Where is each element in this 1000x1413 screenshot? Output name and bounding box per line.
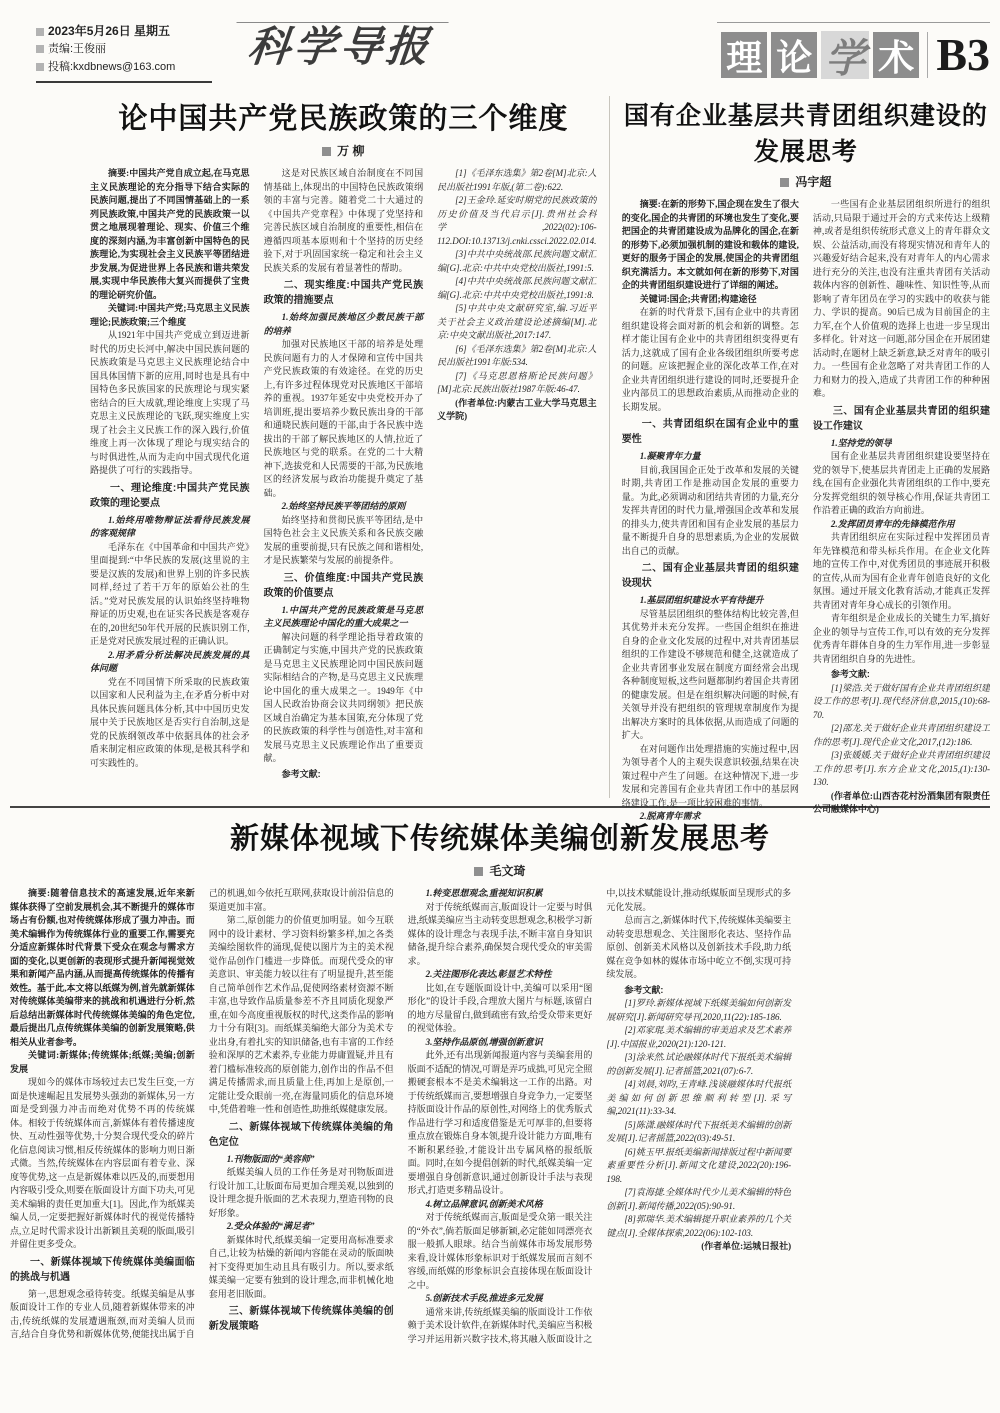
paragraph-p: 此外,还有出现新闻报道内容与美编套用的版面不适配的情况,可谓是弄巧成拙,可见完全照搬硬套根本不是美术编辑这一工作的出路。对于传统纸媒而言,要想增强自身竞争力,一定要坚持版面设计作品的原创性,对网络上的优秀版式作品进行学习和适度借鉴是无可厚非的,但要将重点放在锻炼自身本领,提升设计能力方面,唯有不断积累经验,才能设计出专属风格的报纸版面。同时,在如今提倡创新的时代,纸媒美编一定要增强自身创新意识,通过创新设计手法与表现形式,打造更多精品设计。 xyxy=(407,1050,593,1195)
paragraph-h1: 三、国有企业基层共青团的组织建设工作建议 xyxy=(812,405,990,432)
paragraph-p: 加强对民族地区干部的培养是处理民族问题有力的人才保障和宣传中国共产党民族政策的有效途径。在党的历史上,有许多过程体现党对民族地区干部培养的重视。1937年延安中央党校开办了培训班,提出要培养少数民族出身的干部和通晓民族问题的干部,由于各民族中选拔出的干部了解民族地区的人情,拉近了民族地区与党的联系。在党的二十大精神下,选拔党和人民需要的干部,为民族地区的经济发展与政治功能提升奠定了基础。 xyxy=(263,339,424,498)
paragraph-p: 在对问题作出处理措施的实施过程中,因为领导者个人的主观失误意识较强,结果在决策过程中产生了问题。在这种情况下,进一步发展和完善国有企业共青团工作中的基层网络建设工作,是一项比较困难的事情。 xyxy=(621,743,799,808)
article-title: 国有企业基层共青团组织建设的发展思考 xyxy=(623,102,988,166)
paragraph-p: 始终坚持和贯彻民族平等团结,是中国特色社会主义民族关系和各民族交融发展的重要前提,只有民族之间和谐相处,才是民族繁荣与发展的前提条件。 xyxy=(263,514,424,565)
paragraph-ref: [8]郭瑞华.美术编辑提升职业素养的几个关键点[J].全媒体探索,2022(06):102-103. xyxy=(606,1214,792,1238)
paragraph-ref: [2]王金玲.延安时期党的民族政策的历史价值及当代启示[J].贵州社会科学,2022(02):106-112.DOI:10.13713/j.cnki.cssci.2022.02.014. xyxy=(437,195,597,246)
paragraph-ref: [6]姚玉甲.报纸美编新闻排版过程中新闻要素重要性分析[J].新闻文化建设,2022(20):196-198. xyxy=(606,1146,792,1184)
paragraph-ref: [5]陈潇.融媒体时代下报纸美术编辑的创新发展[J].记者摇篮,2022(03):49-51. xyxy=(606,1119,792,1143)
bullet-square-icon xyxy=(36,45,44,53)
paragraph-h1: 二、国有企业基层共青团的组织建设现状 xyxy=(621,563,799,589)
paragraph-h2: 2.发挥团员青年的先锋模范作用 xyxy=(830,518,955,529)
paragraph-p: 现如今的媒体市场较过去已发生巨变,一方面是快速崛起且发展势头强劲的新媒体,另一方面是受到强力冲击而绝对优势不再的传统媒体。相较于传统媒体而言,新媒体有着传播速度快、互动性强等优势,十分契合现代受众的碎片化信息阅读习惯,相反传统媒体的影响力则日渐式微。当然,传统媒体在内容层面有着专业、深度等优势,这一点是新媒体难以匹及的,而要想用内容吸引受众,则要在版面设计方面下功夫,可见美术编辑的责任更加重大[1]。因此,作为纸媒美编人员,一定要把握好新媒体时代的视觉传播特点,立足时代需求设计出新颖且美观的版面,吸引并留住更多受众。 xyxy=(10,1077,195,1249)
paragraph-keywords: 关键词:国企;共青团;构建途径 xyxy=(639,293,757,304)
article-body xyxy=(10,887,990,1349)
paragraph-abstract: 摘要:中国共产党自成立起,在马克思主义民族理论的充分指导下结合实际的民族问题,提出了不同国情基础上的一系列民族政策,中国共产党的民族政策一以贯之地展现着理论、现实、价值三个维度的深刻内涵,为丰富创新中国特色的民族理论,为实现社会主义民族平等团结进步发展,为促进世界上各民族和谐共荣发展,实现中华民族伟大复兴而提供了宝贵的理论研究价值。 xyxy=(90,168,250,300)
paragraph-h1: 一、新媒体视域下传统媒体美编面临的挑战与机遇 xyxy=(10,1256,195,1283)
paragraph-p: 第二,原创能力的价值更加明显。如今互联网中的设计素材、学习资料纷繁多样,加之各类美编绘图软件的涌现,促使以图片为主的美术视觉作品创作门槛进一步降低。而现代受众的审美意识、审美能力较以往有了明显提升,甚至能自己简单创作艺术作品,促使网络素材资源不断丰富,也导致作品质量参差不齐且同质化现象严重,在如今高度重视版权的时代,这类作品的影响力十分有限[3]。而纸媒美编绝大部分为美术专业出身,有着扎实的知识储备,也有丰富的工作经验和深厚的艺术素养,专业能力毋庸置疑,并且有着门槛标准较高的原创能力,创作出的作品不但满足传播需求,而且质量上佳,再加上是原创,一定能让受众眼前一亮,在海量同质化的信息环境中,凭借着唯一性和创造性,助推纸媒健康发展。 xyxy=(208,915,394,1114)
paragraph-p: 解决问题的科学理论指导着政策的正确制定与实施,中国共产党的民族政策是马克思主义民族理论同中国民族问题实际相结合的产物,是马克思主义民族理论中国化的重大成果之一。1949年《中国人民政治协商会议共同纲领》把民族区域自治确定为基本国策,充分体现了党的民族政策的科学性与创造性,对丰富和发展马克思主义民族理论作出了重要贡献。 xyxy=(263,631,424,763)
paragraph-ref: [4]刘晨,刘昀,王青峰.浅谈融媒体时代报纸美编如何创新思维顺利转型[J].采写编,2021(11):33-34. xyxy=(606,1079,792,1116)
paragraph-abstract: 摘要:在新的形势下,国企现在发生了很大的变化,国企的共青团的环境也发生了变化,要把国企的共青团建设成为品牌化的国企,在新的形势下,必须加强机制的建设和载体的建设,更好的服务于国企的发展,使国企的共青团组织充满活力。本文就如何在新的形势下,对国企的共青团组织建设进行了详细的阐述。 xyxy=(621,199,799,290)
paragraph-p: 共青团组织应在实际过程中发挥团员青年先锋模范和带头标兵作用。在企业文化阵地的宣传工作中,对优秀团员的事迹展开积极的宣传,从而为国有企业青年创造良好的文化氛围。通过开展文化教育活动,才能真正发挥共青团对青年身心成长的引领作用。 xyxy=(812,532,990,610)
paragraph-h2: 1.刊物版面的“美容师” xyxy=(226,1153,315,1164)
paragraph-p: 国有企业基层共青团组织建设要坚持在党的领导下,使基层共青团走上正确的发展路线,在国有企业强化共青团组织的工作中,要充分发挥党组织的领导核心作用,保证共青团工作沿着正确的政治方向前进。 xyxy=(812,451,990,515)
bottom-article-row xyxy=(10,816,990,1349)
paragraph-ref: [7]袁海捷.全媒体时代少儿美术编辑的特色创新[J].新闻传播,2022(05):90-91. xyxy=(606,1187,792,1211)
paragraph-p: 党在不同国情下所采取的民族政策以国家和人民利益为主,在矛盾分析中对具体民族问题具体分析,其中中国历史发展中关于民族地区是否实行自治制,这是党的民族纲领改革中依据具体的社会矛盾来制定相应政策的体现,是极其科学和可实践性的。 xyxy=(90,676,250,768)
paragraph-h2: 1.始终用唯物辩证法看待民族发展的客观规律 xyxy=(90,514,250,538)
paragraph-h2: 1.转变思想观念,重视知识积累 xyxy=(425,888,543,898)
paragraph-h2: 1.始终加强民族地区少数民族干部的培养 xyxy=(263,312,424,336)
paragraph-ref: [1]《毛泽东选集》第2卷[M]北京:人民出版社1991年版,(第二卷):622. xyxy=(437,168,597,192)
paragraph-h2: 2.受众体验的“满足者” xyxy=(226,1221,315,1231)
article-body xyxy=(622,198,990,830)
paragraph-ref: [5]中共中央文献研究室,编.习近平关于社会主义政治建设论述摘编[M].北京:中央文献出版社,2017:147. xyxy=(437,303,597,340)
article-youth-league xyxy=(609,96,990,821)
paragraph-h2: 4.树立品牌意识,创新美术风格 xyxy=(425,1198,543,1209)
paragraph-refh: 参考文献: xyxy=(281,768,321,779)
paragraph-h2: 5.创新技术手段,推进多元发展 xyxy=(425,1293,543,1303)
paragraph-p: 新媒体时代,纸媒美编一定要用高标准要求自己,让较为枯燥的新闻内容能在灵动的版面映衬下变得更加生动且具有吸引力。所以,要求纸媒美编一定要有独到的设计理念,而非机械化地套用老旧版面。 xyxy=(208,1234,394,1299)
paragraph-ref: [3]涂来然.试论融媒体时代下报纸美术编辑的创新发展[J].记者摇篮,2021(07):6-7. xyxy=(606,1052,792,1076)
article-new-media-design xyxy=(10,816,990,1349)
paragraph-keywords: 关键词:新媒体;传统媒体;纸媒;美编;创新发展 xyxy=(10,1050,195,1074)
section-char-box: 理 xyxy=(721,32,767,78)
section-char-calligraphy: 学 xyxy=(821,31,869,79)
paragraph-ref: [3]张媛媛.关于做好企业共青团组织建设工作的思考[J].东方企业文化,2015,(1):130-130. xyxy=(812,750,990,787)
paragraph-refh: 参考文献: xyxy=(830,669,870,679)
paragraph-h2: 2.脱离青年需求 xyxy=(639,811,701,821)
paragraph-ref: [4]中共中央统战部.民族问题文献汇编[G].北京:中共中央党校出版社,1991:8. xyxy=(437,276,597,300)
paragraph-ref: [2]邵龙.关于做好企业共青团组织建设工作的思考[J].现代企业文化,2017,(12):186. xyxy=(812,723,990,747)
editor-text: 责编:王俊丽 xyxy=(48,43,107,56)
paragraph-h2: 2.关注图形化表达,彰显艺术特性 xyxy=(425,969,552,979)
paragraph-p: 通常来讲,传统纸媒美编的版面设计工作依赖于美术设计软件,在新媒体时代,美编应当积极学习并运用新兴数字技术,将其融入版面设计之中,以技术赋能设计,推动纸媒版面呈现形式的多元化发展。 xyxy=(407,888,792,1344)
bullet-square-icon xyxy=(36,63,44,71)
paragraph-p: 目前,我国国企正处于改革和发展的关键时期,共青团工作是推动国企发展的重要力量。为此,必须调动和团结共青团的力量,充分发挥共青团的时代力量,增强国企改革和发展的排头力,使共青团和国有企业发展的基层力量不断提升自身的思想素质,为企业的发展做出自己的贡献。 xyxy=(621,464,799,556)
paragraph-abstract: 摘要:随着信息技术的高速发展,近年来新媒体获得了空前发展机会,其不断提升的媒体市场占有份额,也对传统媒体形成了强力冲击。而美术编辑作为传统媒体行业的重要工作,需要充分适应新媒体时代背景下受众在观念与需求方面的变化,以更创新的表现形式提升新闻视觉效果和新闻产品内涵,从而提高传统媒体的传播有效性。基于此,本文将以纸媒为例,首先就新媒体对传统媒体美编带来的挑战和机遇进行分析,然后总结出新媒体时代传统媒体美编的角色定位,最后提出几点传统媒体美编的创新发展策略,供相关从业者参考。 xyxy=(10,888,195,1047)
paragraph-h2: 2.用矛盾分析法解决民族发展的具体问题 xyxy=(90,649,250,673)
paragraph-p: 对于传统纸媒而言,版面设计一定要与时俱进,纸媒美编应当主动转变思想观念,积极学习新媒体的设计理念与表现手法,不断丰富自身知识储备,提升综合素养,确保契合现代受众的审美需求。 xyxy=(407,901,593,966)
masthead-info-block xyxy=(36,22,212,83)
paragraph-ref: [1]梁浩.关于做好国有企业共青团组织建设工作的思考[J].现代经济信息,2015,(10):68-70. xyxy=(812,682,990,720)
paragraph-affil: (作者单位:山西杏花村汾酒集团有限责任公司融媒体中心) xyxy=(812,790,990,814)
article-byline xyxy=(622,173,990,190)
paragraph-p: 纸媒美编人员的工作任务是对刊物版面进行设计加工,让版面布局更加合理美观,以独到的设计理念提升版面的艺术表现力,塑造刊物的良好形象。 xyxy=(208,1167,394,1218)
paragraph-h2: 2.始终坚持民族平等团结的原则 xyxy=(281,501,406,511)
paragraph-p: 从1921年中国共产党成立到迈进新时代的历史长河中,解决中国民族问题的民族政策是马克思主义民族理论结合中国具体国情下新的应用,同时也是具有中国特色多民族国家的民族理论与现实紧密结合的巨大成就,理论维度上实现了马克思主义民族理论的飞跃,现实维度上实现了社会主义民族工作的深入践行,价值维度上再一次体现了理论与现实结合的与时俱进性,从而为走向中国式现代化道路提供了可行的实践指导。 xyxy=(90,330,250,475)
bullet-square-icon xyxy=(36,28,44,36)
paragraph-ref: [2]邓家琨.美术编辑的审美追求及艺术素养[J].中国报业,2020(21):120-121. xyxy=(606,1025,792,1049)
paragraph-p: 比如,在专题版面设计中,美编可以采用“图形化”的设计手段,合理放大图片与标题,该留白的地方尽量留白,做到疏密有致,给受众带来更好的视觉体验。 xyxy=(407,982,593,1033)
paragraph-p: 毛泽东在《中国革命和中国共产党》里面提到:“中华民族的发展(这里说的主要是汉族的发展)和世界上别的许多民族同样,经过了若干万年的原始公社的生活。”党对民族发展的认识始终坚持唯物辩证的历史观,也在证实各民族是客观存在的,20世纪50年代开展的民族识别工作,正是党对民族发展过程的正确认识。 xyxy=(90,541,250,646)
section-char-box: 术 xyxy=(873,32,919,78)
paragraph-ref: [1]罗玲.新媒体视域下纸媒美编如何创新发展研究[J].新闻研究导刊,2020,11(22):185-186. xyxy=(606,998,792,1022)
byline-square-icon xyxy=(322,147,331,156)
section-logo xyxy=(717,22,990,79)
paragraph-h1: 一、共青团组织在国有企业中的重要性 xyxy=(621,419,799,445)
paragraph-h1: 二、现实维度:中国共产党民族政策的措施要点 xyxy=(263,280,424,306)
paragraph-p: 青年组织是企业成长的关键生力军,搞好企业的领导与宣传工作,可以有效的充分发挥优秀青年群体自身的生力军作用,进一步彰显共青团组织自身的先进性。 xyxy=(812,613,990,664)
paragraph-p: 对于传统纸媒而言,版面是受众第一眼关注的“外衣”,倘若版面足够新颖,必定能如同漂亮衣服一般抓人眼球。结合当前媒体市场发展形势来看,设计媒体形象标识对于纸媒发展而言刻不容缓,而纸媒的形象标识会直接体现在版面设计之中。 xyxy=(407,1212,593,1290)
paragraph-p: 第一,思想观念亟待转变。纸媒美编是从事版面设计工作的专业人员,随着新媒体带来的冲击,传统纸媒的发展遭遇瓶颈,而对美编人员而言,结合自身优势和新媒体优势,便能找出属于自己的机遇,如今依托互联网,获取设计前沿信息的渠道更加丰富。 xyxy=(10,888,394,1339)
paragraph-h2: 1.坚持党的领导 xyxy=(830,437,892,448)
section-char-box: 论 xyxy=(771,32,817,78)
page-number: B3 xyxy=(927,32,990,78)
paragraph-h2: 1.凝聚青年力量 xyxy=(639,451,701,461)
article-author: 毛文琦 xyxy=(489,864,526,878)
paragraph-h1: 一、理论维度:中国共产党民族政策的理论要点 xyxy=(90,482,250,509)
date-text: 2023年5月26日 星期五 xyxy=(48,24,171,38)
paragraph-p: 一些国有企业基层团组织所进行的组织活动,只局限于通过开会的方式来传达上级精神,或者是组织传统形式意义上的青年群众文娱、公益活动,而没有将现实情况和青年人的兴趣爱好结合起来,没有对青年人的内心需求进行充分的关注,也没有注重共青团有关活动载体内容的创新性、趣味性、知识性等,从而影响了青年团员在学习的实践中的收获与能力、学识的提高。90后已成为目前国企的主力军,在个人价值观的选择上也进一步呈现出多样化。针对这一问题,部分国企在开展团建活动时,在题材上缺乏新意,缺乏对青年的吸引力。一些国有企业忽略了对共青团工作的人力和财力的投入,造成了共青团工作的种种困难。 xyxy=(812,199,990,398)
paragraph-p: 在新的时代背景下,国有企业中的共青团组织建设将会面对新的机会和新的调整。怎样才能让国有企业中的共青团组织变得更有活力,这就成了国有企业各级团组织所要考虑的问题。应该把握企业的深化改革工作,在对企业共青团组织进行建设的同时,还要提升企业内部员工的思想政治素质,从而推动企业的长期发展。 xyxy=(621,307,799,412)
article-author: 万 柳 xyxy=(337,144,365,158)
date-line xyxy=(36,22,212,41)
paragraph-h1: 三、价值维度:中国共产党民族政策的价值要点 xyxy=(263,572,424,599)
paragraph-affil_right: (作者单位:运城日报社) xyxy=(701,1241,792,1251)
paragraph-ref: [6]《毛泽东选集》第2卷[M]北京:人民出版社1991年版:534. xyxy=(437,343,597,367)
article-byline xyxy=(90,142,597,159)
paragraph-h2: 3.坚持作品原创,增强创新意识 xyxy=(425,1036,543,1047)
paragraph-ref: [7]《马克思恩格斯论民族问题》[M]北京:民族出版社1987年版:46-47. xyxy=(437,370,597,394)
masthead xyxy=(10,22,990,86)
paragraph-affil: (作者单位:内蒙古工业大学马克思主义学院) xyxy=(437,397,597,421)
submission-text: 投稿:kxdbnews@163.com xyxy=(48,60,176,73)
paragraph-ref: [3]中共中央统战部.民族问题文献汇编[G].北京:中共中央党校出版社,1991:5. xyxy=(437,249,597,273)
article-title: 新媒体视域下传统媒体美编创新发展思考 xyxy=(229,823,770,855)
paragraph-keywords: 关键词:中国共产党;马克思主义民族理论;民族政策;三个维度 xyxy=(90,303,250,327)
paragraph-h1: 三、新媒体视域下传统媒体美编的创新发展策略 xyxy=(208,1306,394,1332)
article-title: 论中国共产党民族政策的三个维度 xyxy=(118,103,569,135)
paper-name: 科学导报 xyxy=(231,22,448,71)
article-byline xyxy=(10,862,990,879)
paragraph-refh: 参考文献: xyxy=(624,984,664,995)
paragraph-p: 这是对民族区域自治制度在不同国情基础上,体现出的中国特色民族政策纲领的丰富与完善。随着党二十大通过的《中国共产党章程》中体现了党坚持和完善民族区域自治制度的重要性,相信在遵循四项基本原则和十个坚持的历史经验下,对于巩固国家统一稳定和社会主义民族关系的发展有着显著性的帮助。 xyxy=(263,168,424,273)
article-author: 冯宇超 xyxy=(795,175,832,189)
paragraph-h2: 1.中国共产党的民族政策是马克思主义民族理论中国化的重大成果之一 xyxy=(263,604,424,628)
editor-line xyxy=(36,41,212,59)
byline-square-icon xyxy=(474,867,483,876)
top-articles-row xyxy=(10,96,990,821)
submission-line xyxy=(36,59,212,77)
article-body xyxy=(90,167,597,795)
paragraph-p: 总而言之,新媒体时代下,传统媒体美编要主动转变思想观念、关注图形化表达、坚持作品原创、创新美术风格以及创新技术手段,助力纸媒在竞争如林的媒体市场中屹立不倒,实现可持续发展。 xyxy=(606,915,792,979)
paragraph-p: 尽管基层团组织的整体结构比较完善,但其优势并未充分发挥。一些国企组织在推进自身的企业文化发展的过程中,对共青团基层组织的工作建设不够规范和健全,这就造成了企业共青团事业发展在制度方面经常会出现各种制度短板,这些问题都制约着国企共青团的健康发展。但是在组织解决问题的时候,有关领导并没有把组织的管理规章制度作为提出解决方案时的具体依据,从而造成了问题的扩大。 xyxy=(621,608,799,740)
byline-square-icon xyxy=(780,178,789,187)
paragraph-h1: 二、新媒体视域下传统媒体美编的角色定位 xyxy=(208,1121,394,1148)
paragraph-h2: 1.基层团组织建设水平有待提升 xyxy=(639,595,764,605)
article-ethnic-policy xyxy=(90,96,597,798)
